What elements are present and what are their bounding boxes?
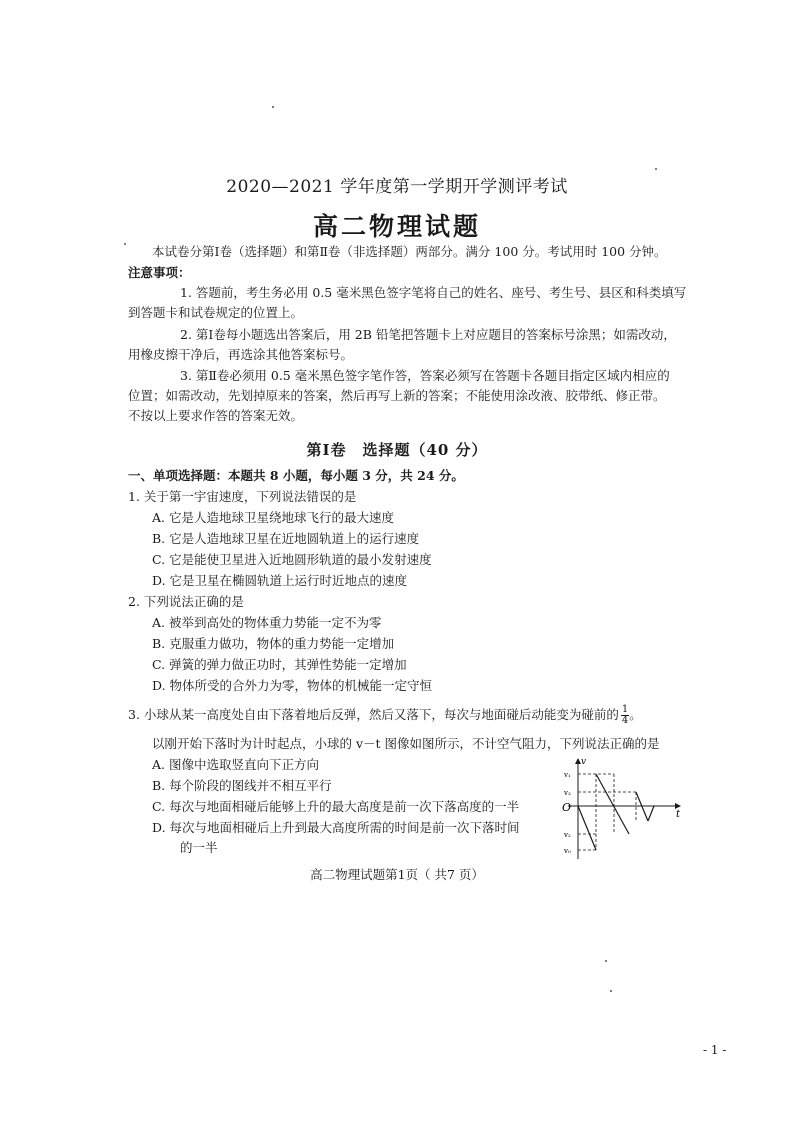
question-2-option-d: D. 物体所受的合外力为零，物体的机械能一定守恒: [152, 678, 433, 693]
question-2-option-b: B. 克服重力做功，物体的重力势能一定增加: [152, 636, 395, 651]
scan-speck: [124, 243, 126, 245]
question-2-option-c: C. 弹簧的弹力做正功时，其弹性势能一定增加: [152, 657, 407, 672]
question-1-option-a: A. 它是人造地球卫星绕地球飞行的最大速度: [152, 510, 394, 525]
vt-segment: [596, 774, 629, 834]
fraction-numerator: 1: [621, 704, 629, 715]
question-3-option-d: D. 每次与地面相碰后上升到最大高度所需的时间是前一次下落时间: [152, 820, 520, 835]
subject-title: 高二物理试题: [312, 212, 481, 241]
question-2-option-a: A. 被举到高处的物体重力势能一定不为零: [152, 615, 382, 630]
note-3-line-2: 位置；如需改动，先划掉原来的答案，然后再写上新的答案；不能使用涂改液、胶带纸、修正带。: [128, 388, 666, 403]
note-3-line-3: 不按以上要求作答的答案无效。: [128, 408, 304, 423]
vt-segment: [648, 806, 654, 821]
page-number: - 1 -: [703, 1043, 727, 1057]
v2-label: v₂: [564, 831, 571, 839]
vt-graph: [556, 755, 690, 861]
v3-label: v₃: [564, 789, 571, 797]
v0-label: v₀: [564, 847, 571, 855]
scan-speck: [272, 106, 274, 108]
question-1-stem: 1. 关于第一宇宙速度，下列说法错误的是: [128, 489, 357, 504]
question-2-stem: 2. 下列说法正确的是: [128, 594, 244, 609]
question-3-stem-line-2: 以刚开始下落时为计时起点，小球的 v－t 图像如图所示，不计空气阻力，下列说法正确的是: [152, 736, 660, 751]
note-1-line-2: 到答题卡和试卷规定的位置上。: [128, 305, 304, 320]
v1-label: v₁: [564, 771, 571, 779]
question-1-option-d: D. 它是卫星在椭圆轨道上运行时近地点的速度: [152, 573, 408, 588]
question-3-option-d-cont: 的一半: [180, 840, 218, 855]
scan-speck: [610, 990, 612, 992]
note-2-line-2: 用橡皮擦干净后，再选涂其他答案标号。: [128, 347, 354, 362]
note-1-line-1: 1. 答题前，考生务必用 0.5 毫米黑色签字笔将自己的姓名、座号、考生号、县区和科类填写: [180, 285, 687, 300]
vt-segment: [578, 806, 596, 850]
note-2-line-1: 2. 第Ⅰ卷每小题选出答案后，用 2B 铅笔把答题卡上对应题目的答案标号涂黑；如需改动，: [180, 327, 676, 342]
question-3-option-a: A. 图像中选取竖直向下正方向: [152, 757, 319, 772]
v-axis-label: v: [581, 757, 587, 767]
intro-text: 本试卷分第Ⅰ卷（选择题）和第Ⅱ卷（非选择题）两部分。满分 100 分。考试用时 100 分钟。: [152, 244, 667, 259]
question-3-stem-text: 3. 小球从某一高度处自由下落着地后反弹，然后又落下，每次与地面碰后动能变为碰前的: [128, 707, 619, 722]
question-3-stem-line-1: [128, 705, 642, 726]
note-3-line-1: 3. 第Ⅱ卷必须用 0.5 毫米黑色签字笔作答，答案必须写在答题卡各题目指定区域内相应的: [180, 368, 670, 383]
section-heading: 第Ⅰ卷 选择题（40 分）: [306, 441, 488, 459]
scan-speck: [605, 960, 607, 962]
page-footer: 高二物理试题第1页（ 共7 页）: [310, 867, 484, 882]
notes-heading: 注意事项：: [128, 265, 191, 280]
scan-speck: [655, 168, 657, 170]
part-heading: 一、单项选择题：本题共 8 小题，每小题 3 分，共 24 分。: [128, 468, 464, 483]
t-axis-label: t: [676, 809, 681, 820]
exam-title: 2020—2021 学年度第一学期开学测评考试: [226, 177, 568, 197]
origin-label: O: [562, 801, 572, 814]
question-3-stem-end: 。: [629, 707, 642, 722]
question-3-option-c: C. 每次与地面相碰后能够上升的最大高度是前一次下落高度的一半: [152, 799, 520, 814]
fraction-denominator: 4: [621, 715, 629, 726]
question-1-option-b: B. 它是人造地球卫星在近地圆轨道上的运行速度: [152, 531, 420, 546]
question-1-option-c: C. 它是能使卫星进入近地圆形轨道的最小发射速度: [152, 552, 432, 567]
question-3-option-b: B. 每个阶段的图线并不相互平行: [152, 778, 332, 793]
